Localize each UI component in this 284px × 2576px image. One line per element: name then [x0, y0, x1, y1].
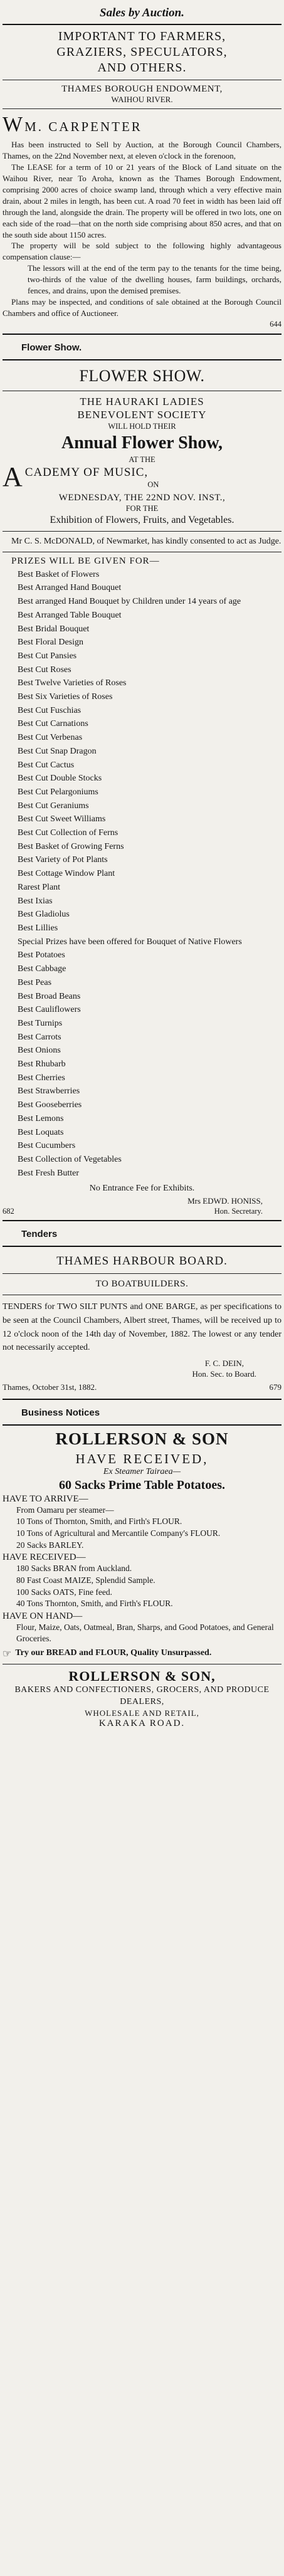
prize-item: Best Basket of Flowers: [18, 569, 100, 579]
prize-item: Best Turnips: [18, 1018, 63, 1028]
auction-advert: [3, 6, 281, 330]
prize-item: Best Cut Collection of Ferns: [18, 828, 118, 838]
divider: [3, 1399, 281, 1400]
auction-paragraph: The property will be sold subject to the following highly advantageous compensation clause:—: [3, 241, 281, 262]
prize-item: Best Cut Double Stocks: [18, 774, 102, 784]
stock-line: 10 Tons of Thornton, Smith, and Firth's FLOUR.: [16, 1517, 182, 1527]
auctioneer-name: [3, 113, 281, 137]
venue: CADEMY OF MUSIC,: [24, 466, 149, 479]
signature-row: [3, 1207, 281, 1216]
stock-line: 10 Tons of Agricultural and Mercantile Company's FLOUR.: [16, 1528, 221, 1538]
prize-item: Best Cut Cactus: [18, 760, 75, 770]
wholesale-line: WHOLESALE AND RETAIL,: [85, 1708, 199, 1718]
drop-cap: W: [3, 113, 25, 136]
arrive-list: [3, 1505, 281, 1552]
signer-name: Mrs EDWD. HONISS,: [187, 1196, 263, 1206]
try-bread-row: [3, 1648, 281, 1660]
have-received-heading: HAVE RECEIVED,: [75, 1451, 209, 1466]
annual-show-heading: Annual Flower Show,: [61, 433, 223, 453]
auction-paragraph: Has been instructed to Sell by Auction, at the Borough Council Chambers, Thames, on the 22nd November next, at eleven o'clock in the forenoon,: [3, 140, 281, 160]
stock-line: 40 Tons Thornton, Smith, and Firth's FLOUR.: [16, 1599, 173, 1609]
prize-item: Best Gooseberries: [18, 1100, 82, 1110]
venue-block: [3, 465, 281, 490]
ad-reference: 644: [270, 320, 281, 329]
divider: [3, 1220, 281, 1221]
prize-item: Best Lemons: [18, 1113, 64, 1123]
prize-item: Best Cut Snap Dragon: [18, 746, 97, 756]
firm-name: ROLLERSON & SON: [55, 1429, 229, 1448]
business-advert: [3, 1404, 281, 1729]
prize-item: Best Potatoes: [18, 950, 65, 960]
for-the: FOR THE: [125, 503, 159, 513]
prize-item: Best Bridal Bouquet: [18, 624, 90, 634]
prize-item: Best Collection of Vegetables: [18, 1154, 122, 1164]
prize-item: Best Cottage Window Plant: [18, 869, 115, 879]
prize-item: Best Twelve Varieties of Roses: [18, 678, 127, 688]
board-name: THAMES HARBOUR BOARD.: [56, 1254, 228, 1268]
prize-item: Best Arranged Table Bouquet: [18, 610, 122, 620]
judge-line: Mr C. S. McDONALD, of Newmarket, has kindly consented to act as Judge.: [11, 537, 281, 547]
prize-item: Best Cut Sweet Williams: [18, 814, 106, 824]
dateline-row: [3, 1382, 281, 1392]
prize-item: Best Carrots: [18, 1032, 61, 1042]
prize-item: Best Variety of Pot Plants: [18, 855, 108, 865]
auction-paragraph: Plans may be inspected, and conditions of sale obtained at the Borough Council Chambers and office of Auctioneer.: [3, 297, 281, 318]
address-line: KARAKA ROAD.: [98, 1718, 186, 1728]
prize-item: Best Cut Pansies: [18, 651, 77, 661]
prize-item: Special Prizes have been offered for Bouquet of Native Flowers: [18, 937, 242, 947]
on-hand-heading: HAVE ON HAND—: [3, 1611, 83, 1621]
prize-item: Best Onions: [18, 1046, 61, 1056]
headline: GRAZIERS, SPECULATORS,: [56, 45, 228, 59]
prize-item: Best Strawberries: [18, 1086, 80, 1096]
divider: [3, 24, 281, 25]
tender-body: TENDERS for TWO SILT PUNTS and ONE BARGE, as per specifications to be seen at the Council Chambers, Albert street, Thames, will be received up to 12 o'clock noon of the 14th day of November, 1882. The lowest or any tender not necessarily accepted.: [3, 1302, 281, 1353]
section-label: Flower Show.: [21, 342, 82, 353]
prize-item: Best Arranged Hand Bouquet: [18, 583, 122, 593]
sub-heading: WAIHOU RIVER.: [111, 95, 173, 104]
stock-line: 80 Fast Coast MAIZE, Splendid Sample.: [16, 1575, 155, 1585]
prize-item: Best Cut Carnations: [18, 719, 88, 729]
dateline: Thames, October 31st, 1882.: [3, 1382, 97, 1392]
prize-item: Best Cherries: [18, 1073, 65, 1083]
divider: [3, 108, 281, 109]
headline: IMPORTANT TO FARMERS,: [58, 29, 226, 43]
signer-title: Hon. Sec. to Board.: [192, 1369, 256, 1379]
show-date: WEDNESDAY, THE 22ND NOV. INST.,: [58, 492, 226, 503]
no-entrance-fee: No Entrance Fee for Exhibits.: [89, 1184, 195, 1194]
divider: [3, 1273, 281, 1274]
sub-heading: THAMES BOROUGH ENDOWMENT,: [61, 84, 223, 94]
potatoes-line: 60 Sacks Prime Table Potatoes.: [59, 1478, 225, 1492]
section-label: Tenders: [21, 1229, 58, 1240]
signer-name: F. C. DEIN,: [204, 1358, 244, 1368]
received-list: [3, 1563, 281, 1610]
try-bread-line: Try our BREAD and FLOUR, Quality Unsurpassed.: [15, 1648, 212, 1658]
prize-item: Best Peas: [18, 977, 52, 987]
prize-item: Best Fresh Butter: [18, 1168, 79, 1178]
ex-steamer: Ex Steamer Tairaea—: [103, 1466, 181, 1476]
prize-item: Best Cut Geraniums: [18, 801, 89, 811]
auction-paragraph: The lessors will at the end of the term pay to the tenants for the time being, two-thirds of the value of the dwelling houses, farm buildings, orchards, fences, and drains, upon the demised premises.: [28, 263, 281, 296]
prize-item: Best Cut Roses: [18, 665, 71, 675]
divider: [3, 1246, 281, 1247]
society-name: THE HAURAKI LADIES: [80, 395, 204, 407]
divider: [3, 334, 281, 335]
ad-reference: 679: [269, 1382, 281, 1392]
will-hold: WILL HOLD THEIR: [108, 422, 176, 431]
newspaper-page: [3, 0, 281, 1729]
divider: [3, 359, 281, 360]
prize-item: Best Cut Pelargoniums: [18, 787, 98, 797]
stock-line: 20 Sacks BARLEY.: [16, 1540, 84, 1550]
prize-item: Best Cut Fuschias: [18, 705, 82, 715]
prize-item: Rarest Plant: [18, 882, 61, 892]
prize-item: Best Broad Beans: [18, 991, 81, 1001]
prizes-heading: PRIZES WILL BE GIVEN FOR—: [11, 555, 160, 566]
drop-cap: A: [3, 465, 23, 490]
prize-item: Best Cabbage: [18, 964, 66, 974]
trades-line: BAKERS AND CONFECTIONERS, GROCERS, AND PRODUCE DEALERS,: [14, 1685, 270, 1706]
prize-item: Best Ixias: [18, 896, 53, 906]
section-label: Business Notices: [21, 1407, 100, 1418]
divider: [3, 1424, 281, 1426]
prize-item: Best Cucumbers: [18, 1141, 76, 1151]
pointing-hand-icon: ☞: [3, 1649, 12, 1660]
on-label: ON: [147, 480, 159, 489]
auctioneer-name-rest: M. CARPENTER: [24, 119, 142, 134]
prize-item: Best Cauliflowers: [18, 1005, 81, 1015]
signer-title: Hon. Secretary.: [214, 1207, 263, 1216]
firm-name: ROLLERSON & SON,: [68, 1668, 216, 1685]
prize-item: Best Basket of Growing Ferns: [18, 841, 124, 851]
arrive-heading: HAVE TO ARRIVE—: [3, 1493, 88, 1504]
prize-item: Best Lillies: [18, 923, 58, 933]
auction-paragraph: The LEASE for a term of 10 or 21 years of the Block of Land situate on the Waihou River, near To Aroha, known as the Thames Borough Endowment, comprising 2000 acres of choice swamp land, through which a very effective main drain, about 2 miles in length, has been cut. A road 70 feet in width has been laid off through the land, alongside the drain. The property will be offered in two lots, one on each side of the road—that on the north side comprising about 850 acres, and that on the south side about 1150 acres.: [3, 162, 281, 239]
divider: [3, 531, 281, 532]
tender-addressee: TO BOATBUILDERS.: [95, 1279, 189, 1290]
prize-item: Best Rhubarb: [18, 1059, 66, 1070]
prize-item: Best Six Varieties of Roses: [18, 692, 113, 702]
stock-line: 180 Sacks BRAN from Auckland.: [16, 1564, 132, 1574]
prize-item: Best Gladiolus: [18, 910, 70, 920]
flower-show-advert: [3, 339, 281, 1217]
exhibition-line: Exhibition of Flowers, Fruits, and Vegetables.: [50, 515, 234, 525]
stock-line: 100 Sacks OATS, Fine feed.: [16, 1587, 112, 1597]
tenders-advert: [3, 1225, 281, 1392]
section-masthead: Sales by Auction.: [100, 6, 184, 19]
prize-list: [3, 568, 281, 1180]
prize-item: Best arranged Hand Bouquet by Children under 14 years of age: [18, 597, 241, 607]
received-heading: HAVE RECEIVED—: [3, 1552, 86, 1563]
society-name: BENEVOLENT SOCIETY: [77, 408, 207, 421]
stock-line: From Oamaru per steamer—: [16, 1505, 114, 1515]
ad-reference: 682: [3, 1207, 14, 1216]
prize-item: Best Floral Design: [18, 638, 83, 648]
at-the: AT THE: [129, 455, 155, 464]
flower-show-title: FLOWER SHOW.: [79, 366, 205, 385]
prize-item: Best Cut Verbenas: [18, 733, 83, 743]
prize-item: Best Loquats: [18, 1127, 64, 1137]
headline: AND OTHERS.: [97, 61, 187, 75]
on-hand-list: Flour, Maize, Oats, Oatmeal, Bran, Sharps, and Good Potatoes, and General Groceries.: [16, 1622, 274, 1644]
